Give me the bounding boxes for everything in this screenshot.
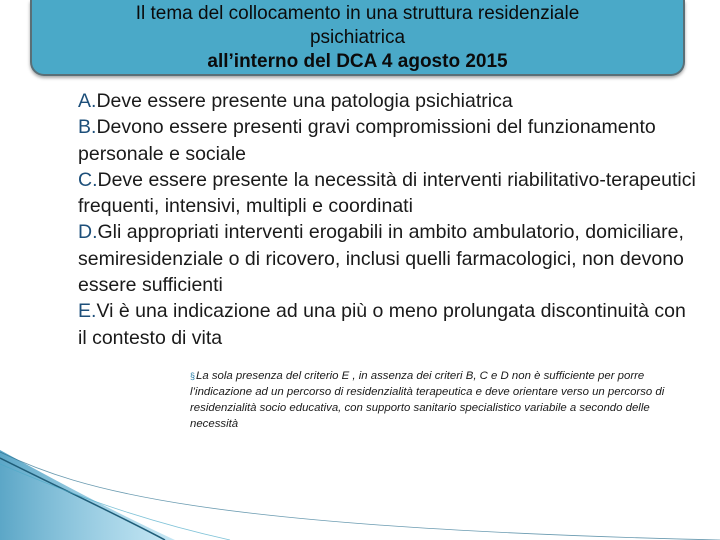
criterion-c-letter: C. (78, 168, 98, 191)
criterion-b-letter: B. (78, 116, 97, 139)
criterion-c-text: Deve essere presente la necessità di interventi riabilitativo-terapeutici frequenti, intensivi, multipli e coordinati (78, 168, 696, 218)
criterion-b (78, 114, 698, 167)
criterion-a (78, 88, 698, 114)
decorative-corner-wave (0, 450, 720, 540)
footnote-text: La sola presenza del criterio E , in assenza dei criteri B, C e D non è sufficiente per porre l’indicazione ad un percorso di residenzialità terapeutica e deve orientare verso un percorso di residenzialità socio educativa, con supporto sanitario specialistico variabile a secondo delle necessità (190, 370, 665, 430)
criterion-c (78, 167, 698, 220)
footnote (190, 368, 690, 432)
slide-title-line-3: all’interno del DCA 4 agosto 2015 (207, 51, 508, 72)
criterion-a-text: Deve essere presente una patologia psichiatrica (96, 90, 513, 112)
criterion-b-text: Devono essere presenti gravi compromissioni del funzionamento personale e sociale (78, 116, 656, 165)
slide-title-box (30, 0, 685, 76)
criterion-e-text: Vi è una indicazione ad una più o meno prolungata discontinuità con il contesto di vita (78, 300, 686, 349)
slide-title-line-2: psichiatrica (309, 27, 406, 48)
criterion-d-text: Gli appropriati interventi erogabili in ambito ambulatorio, domiciliare, semiresidenziale o di ricovero, inclusi quelli farmacologici, non devono essere sufficienti (78, 221, 684, 297)
slide-title-line-1: Il tema del collocamento in una struttura residenziale (135, 3, 580, 24)
criterion-e (78, 298, 698, 351)
criterion-d-letter: D. (78, 221, 98, 244)
criterion-a-letter: A. (78, 90, 97, 112)
criteria-list (78, 88, 698, 351)
criterion-e-letter: E. (78, 300, 97, 323)
criterion-d (78, 219, 698, 298)
footnote-bullet-icon: § (190, 371, 196, 381)
